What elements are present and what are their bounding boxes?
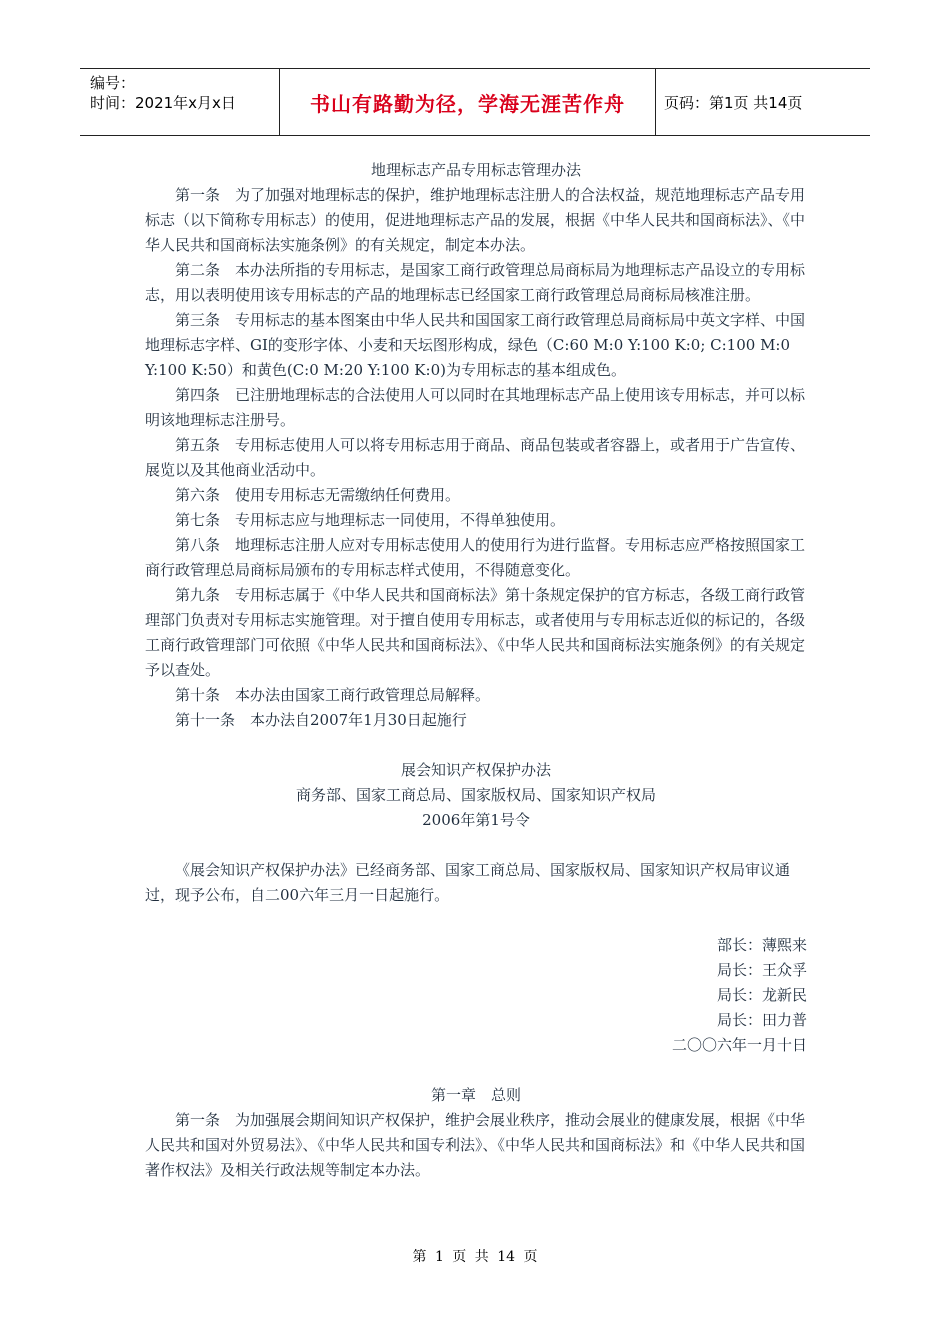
motto-text: 书山有路勤为径，学海无涯苦作舟 [310,91,625,116]
doc1-article-4: 第四条 已注册地理标志的合法使用人可以同时在其地理标志产品上使用该专用标志，并可以标明该地理标志注册号。 [145,386,806,429]
number-label: 编号： [90,74,136,92]
doc1-article-2: 第二条 本办法所指的专用标志，是国家工商行政管理总局商标局为地理标志产品设立的专用标志，用以表明使用该专用标志的产品的地理标志已经国家工商行政管理总局商标局核准注册。 [145,261,806,304]
signature-line: 局长：田力普 [716,1011,807,1029]
doc2-issuers: 商务部、国家工商总局、国家版权局、国家知识产权局 [295,786,656,804]
section-gap [145,733,807,758]
page-info-text: 页码：第1页 共14页 [664,93,803,112]
chapter-1-title: 第一章 总则 [430,1086,521,1104]
doc1-article-3: 第三条 专用标志的基本图案由中华人民共和国国家工商行政管理总局商标局中英文字样、中国地理标志字样、GI的变形字体、小麦和天坛图形构成，绿色（C:60 M:0 Y:100 K:0; C:100 M:0 Y:100 K:50）和黄色(C:0 M:20 Y:100 K:0)为专用标志的基本组成色。 [145,311,806,379]
document-body [145,158,807,1183]
section-gap [145,1058,807,1083]
page-footer [0,1246,950,1266]
doc1-article-10: 第十条 本办法由国家工商行政管理总局解释。 [175,686,491,704]
section-gap [145,833,807,858]
doc1-article-6: 第六条 使用专用标志无需缴纳任何费用。 [175,486,461,504]
doc1-title: 地理标志产品专用标志管理办法 [370,161,581,179]
doc1-article-7: 第七条 专用标志应与地理标志一同使用，不得单独使用。 [175,511,566,529]
motto-cell [280,69,656,135]
doc2-intro: 《展会知识产权保护办法》已经商务部、国家工商总局、国家版权局、国家知识产权局审议通过，现予公布，自二00六年三月一日起施行。 [145,861,791,904]
doc1-article-1: 第一条 为了加强对地理标志的保护，维护地理标志注册人的合法权益，规范地理标志产品专用标志（以下简称专用标志）的使用，促进地理标志产品的发展，根据《中华人民共和国商标法》、《中华人民共和国商标法实施条例》的有关规定，制定本办法。 [145,186,806,254]
page-info-cell [656,69,870,135]
time-label: 时间：2021年x月x日 [90,94,236,112]
footer-page-number: 第 1 页 共 14 页 [412,1249,538,1265]
signature-line: 部长：薄熙来 [716,936,807,954]
signature-line: 局长：王众孚 [716,961,807,979]
signing-date: 二〇〇六年一月十日 [671,1036,807,1054]
header-table [80,68,870,136]
doc1-article-11: 第十一条 本办法自2007年1月30日起施行 [175,711,467,729]
doc1-article-8: 第八条 地理标志注册人应对专用标志使用人的使用行为进行监督。专用标志应严格按照国家工商行政管理总局商标局颁布的专用标志样式使用，不得随意变化。 [145,536,806,579]
signature-line: 局长：龙新民 [716,986,807,1004]
chapter-1-article-1: 第一条 为加强展会期间知识产权保护，维护会展业秩序，推动会展业的健康发展，根据《中华人民共和国对外贸易法》、《中华人民共和国专利法》、《中华人民共和国商标法》和《中华人民共和国著作权法》及相关行政法规等制定本办法。 [145,1111,806,1179]
doc1-article-9: 第九条 专用标志属于《中华人民共和国商标法》第十条规定保护的官方标志，各级工商行政管理部门负责对专用标志实施管理。对于擅自使用专用标志，或者使用与专用标志近似的标记的，各级工商行政管理部门可依照《中华人民共和国商标法》、《中华人民共和国商标法实施条例》的有关规定予以查处。 [145,586,806,679]
doc2-order-number: 2006年第1号令 [422,811,530,829]
doc1-article-5: 第五条 专用标志使用人可以将专用标志用于商品、商品包装或者容器上，或者用于广告宣传、展览以及其他商业活动中。 [145,436,806,479]
header-meta-cell [80,69,280,135]
section-gap [145,908,807,933]
doc2-title: 展会知识产权保护办法 [400,761,551,779]
